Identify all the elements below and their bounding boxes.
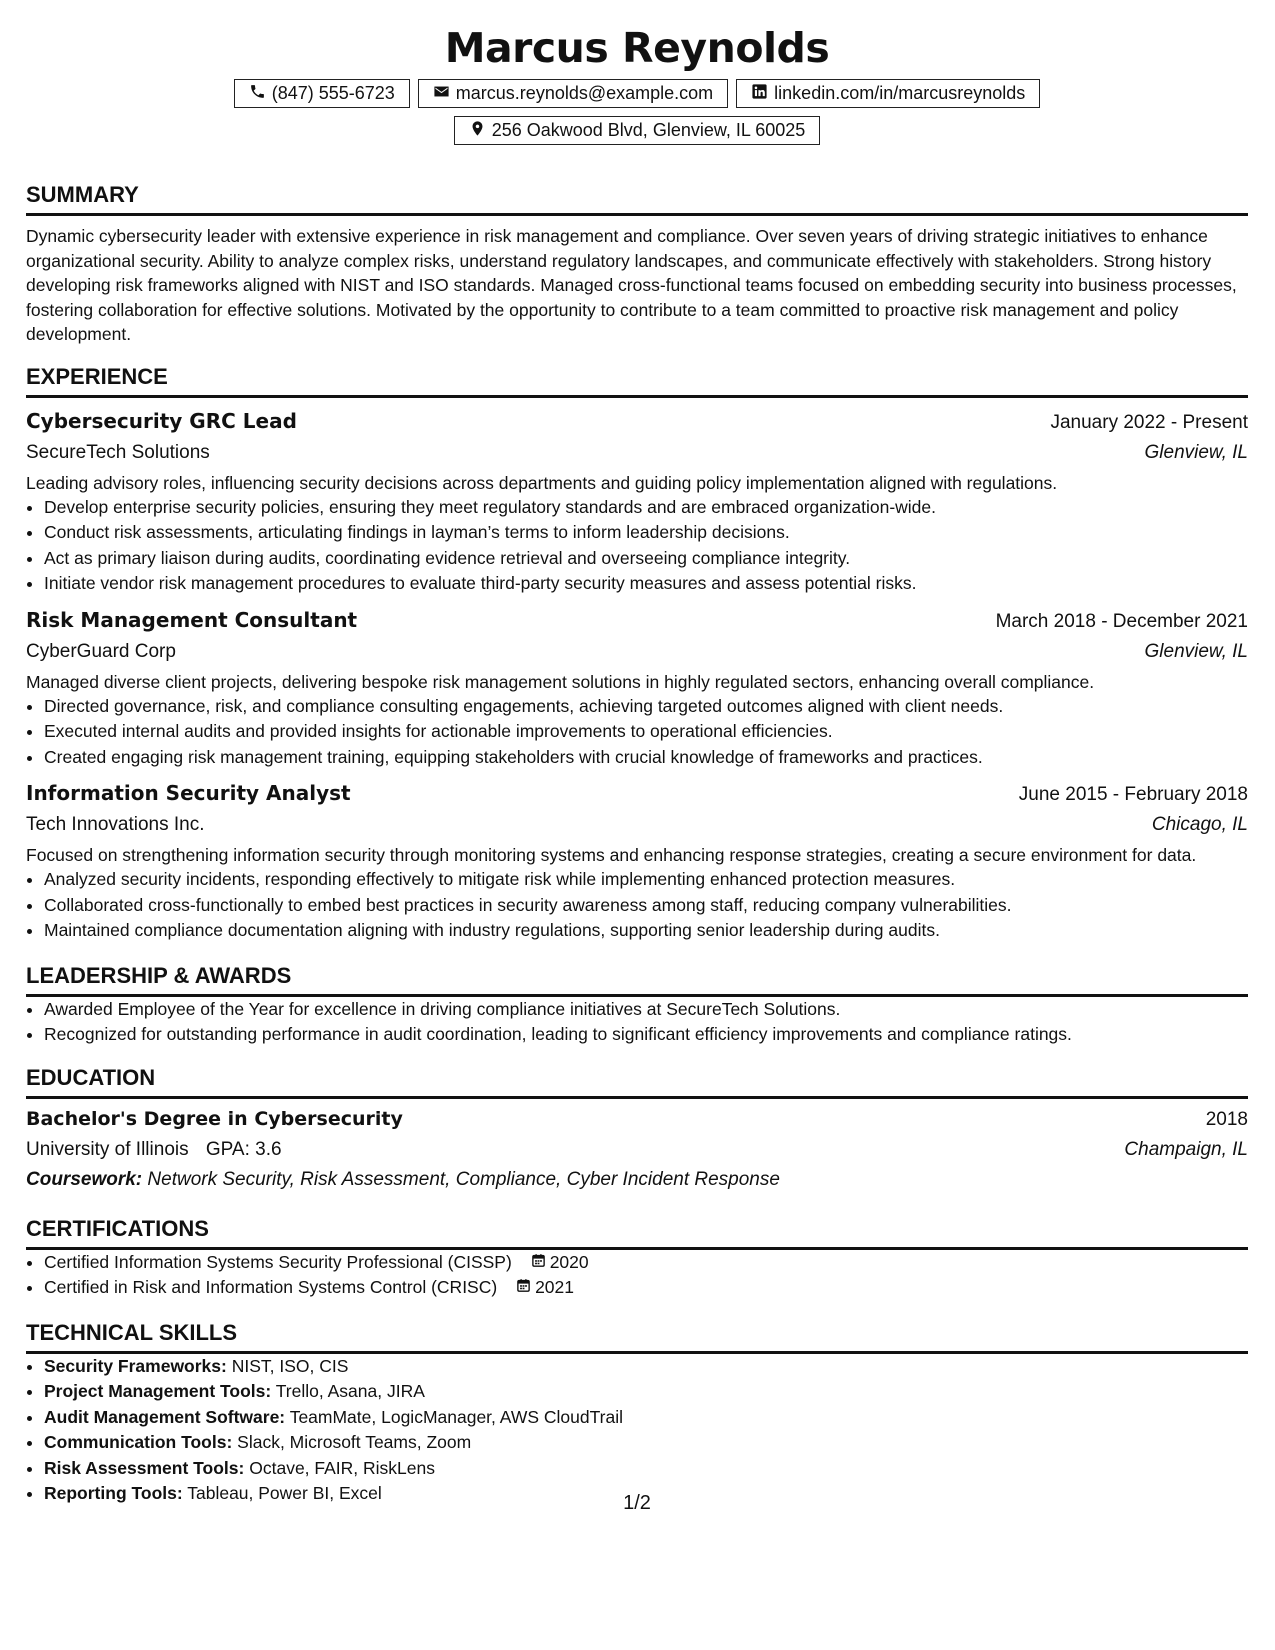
job-entry: [26, 605, 1248, 771]
list-item: • Collaborated cross-functionally to embed best practices in security awareness among staff, reducing company vulnerabilities.: [44, 893, 1248, 919]
degree-title: Bachelor's Degree in Cybersecurity: [26, 1107, 403, 1130]
list-item: [44, 1430, 1248, 1456]
email-chip[interactable]: [418, 79, 728, 108]
list-item: [44, 1379, 1248, 1405]
job-dates: March 2018 - December 2021: [995, 610, 1248, 632]
email-text: marcus.reynolds@example.com: [455, 83, 714, 103]
list-item: • Conduct risk assessments, articulating findings in layman’s terms to inform leadership decisions.: [44, 520, 1248, 546]
page-number: 1/2: [623, 1492, 651, 1514]
leadership-heading: LEADERSHIP & AWARDS: [26, 962, 1248, 997]
list-item: • Initiate vendor risk management procedures to evaluate third-party security measures and assess potential risks.: [44, 571, 1248, 597]
job-description: Managed diverse client projects, delivering bespoke risk management solutions in highly regulated sectors, enhancing overall compliance.: [26, 671, 1095, 692]
job-dates: January 2022 - Present: [1050, 411, 1248, 433]
skill-label: Audit Management Software:: [44, 1406, 286, 1427]
skill-label: Project Management Tools:: [44, 1381, 272, 1401]
linkedin-icon: [751, 83, 768, 105]
resume-page: [26, 0, 1248, 1650]
contact-row-1: [26, 79, 1248, 108]
job-location: Glenview, IL: [1144, 640, 1248, 662]
gpa: GPA: 3.6: [205, 1138, 282, 1160]
job-bullets: [26, 495, 1248, 597]
candidate-name: Marcus Reynolds: [444, 24, 830, 72]
cert-name: Certified Information Systems Security Professional (CISSP): [44, 1251, 512, 1272]
address-text: 256 Oakwood Blvd, Glenview, IL 60025: [491, 120, 806, 140]
phone-chip[interactable]: [234, 79, 410, 108]
summary-text: Dynamic cybersecurity leader with extensive experience in risk management and compliance. Over seven years of driving strategic initiatives to enhance organizational security. Ability to analyze complex risks, understand regulatory landscapes, and communicate effectively with stakeholders. Strong history developing risk frameworks aligned with NIST and ISO standards. Managed cross-functional teams focused on embedding security into business processes, fostering collaboration for effective solutions. Motivated by the opportunity to contribute to a team committed to proactive risk management and policy development.: [26, 226, 1237, 344]
job-location: Chicago, IL: [1151, 814, 1248, 835]
summary-heading: SUMMARY: [26, 181, 1248, 216]
job-dates: June 2015 - February 2018: [1018, 784, 1248, 805]
list-item: • Executed internal audits and provided insights for actionable improvements to operational efficiencies.: [44, 719, 1248, 745]
job-company: SecureTech Solutions: [26, 441, 210, 463]
envelope-icon: [433, 83, 450, 105]
school-location: Champaign, IL: [1124, 1138, 1248, 1160]
job-title: Cybersecurity GRC Lead: [26, 408, 297, 433]
skill-label: Risk Assessment Tools:: [44, 1457, 245, 1478]
job-company: Tech Innovations Inc.: [26, 814, 205, 835]
skill-value: TeamMate, LogicManager, AWS CloudTrail: [289, 1406, 623, 1427]
leadership-list: [26, 997, 1248, 1048]
education-heading: EDUCATION: [26, 1064, 1248, 1099]
list-item: [44, 1354, 1248, 1380]
job-entry: [26, 778, 1248, 944]
list-item: [44, 1456, 1248, 1482]
list-item: • Analyzed security incidents, responding effectively to mitigate risk while implementing enhanced protection measures.: [44, 867, 1248, 893]
list-item: [44, 1275, 1248, 1301]
skills-list: [26, 1354, 1248, 1507]
list-item: • Develop enterprise security policies, ensuring they meet regulatory standards and are embraced organization-wide.: [44, 495, 1248, 521]
skill-label: Reporting Tools:: [44, 1483, 183, 1503]
job-title: Information Security Analyst: [26, 781, 351, 805]
list-item: • Awarded Employee of the Year for excellence in driving compliance initiatives at SecureTech Solutions.: [44, 997, 1248, 1023]
skill-value: Trello, Asana, JIRA: [275, 1381, 425, 1401]
skills-heading: TECHNICAL SKILLS: [26, 1319, 1248, 1354]
job-description: Focused on strengthening information security through monitoring systems and enhancing response strategies, creating a secure environment for data.: [26, 845, 1197, 865]
job-entry: [26, 406, 1248, 597]
job-location: Glenview, IL: [1144, 441, 1248, 463]
skill-value: Octave, FAIR, RiskLens: [249, 1457, 435, 1478]
job-description: Leading advisory roles, influencing security decisions across departments and guiding policy implementation aligned with regulations.: [26, 472, 1058, 493]
job-title: Risk Management Consultant: [26, 607, 358, 632]
list-item: [44, 1405, 1248, 1431]
coursework-label: Coursework:: [26, 1168, 143, 1190]
cert-year: 2021: [535, 1277, 575, 1297]
school-name: University of Illinois: [26, 1138, 189, 1160]
job-company: CyberGuard Corp: [26, 640, 176, 662]
map-pin-icon: [469, 120, 486, 142]
experience-heading: EXPERIENCE: [26, 363, 1248, 398]
list-item: • Recognized for outstanding performance in audit coordination, leading to significant efficiency improvements and compliance ratings.: [44, 1022, 1248, 1048]
skill-label: Communication Tools:: [44, 1432, 233, 1452]
phone-icon: [249, 83, 266, 105]
skill-value: Slack, Microsoft Teams, Zoom: [237, 1432, 472, 1452]
calendar-icon: [516, 1275, 531, 1301]
address-chip: [454, 116, 821, 145]
contact-row-2: [26, 116, 1248, 145]
linkedin-text: linkedin.com/in/marcusreynolds: [774, 83, 1026, 103]
list-item: • Act as primary liaison during audits, coordinating evidence retrieval and overseeing compliance integrity.: [44, 546, 1248, 572]
degree-year: 2018: [1205, 1108, 1248, 1130]
certifications-list: [26, 1250, 1248, 1301]
list-item: [44, 1250, 1248, 1276]
list-item: • Maintained compliance documentation aligning with industry regulations, supporting senior leadership during audits.: [44, 918, 1248, 944]
cert-year: 2020: [549, 1251, 589, 1272]
certifications-heading: CERTIFICATIONS: [26, 1215, 1248, 1250]
list-item: • Created engaging risk management training, equipping stakeholders with crucial knowledge of frameworks and practices.: [44, 745, 1248, 771]
skill-value: Tableau, Power BI, Excel: [187, 1483, 382, 1503]
coursework-list: Network Security, Risk Assessment, Compliance, Cyber Incident Response: [147, 1168, 780, 1190]
skill-label: Security Frameworks:: [44, 1355, 227, 1376]
skill-value: NIST, ISO, CIS: [231, 1355, 349, 1376]
cert-name: Certified in Risk and Information Systems Control (CRISC): [44, 1277, 498, 1297]
phone-text: (847) 555-6723: [271, 83, 395, 103]
coursework: [26, 1165, 1248, 1195]
linkedin-chip[interactable]: [736, 79, 1040, 108]
calendar-icon: [531, 1250, 546, 1276]
job-bullets: [26, 867, 1248, 944]
list-item: • Directed governance, risk, and compliance consulting engagements, achieving targeted outcomes aligned with client needs.: [44, 694, 1248, 720]
job-bullets: [26, 694, 1248, 771]
